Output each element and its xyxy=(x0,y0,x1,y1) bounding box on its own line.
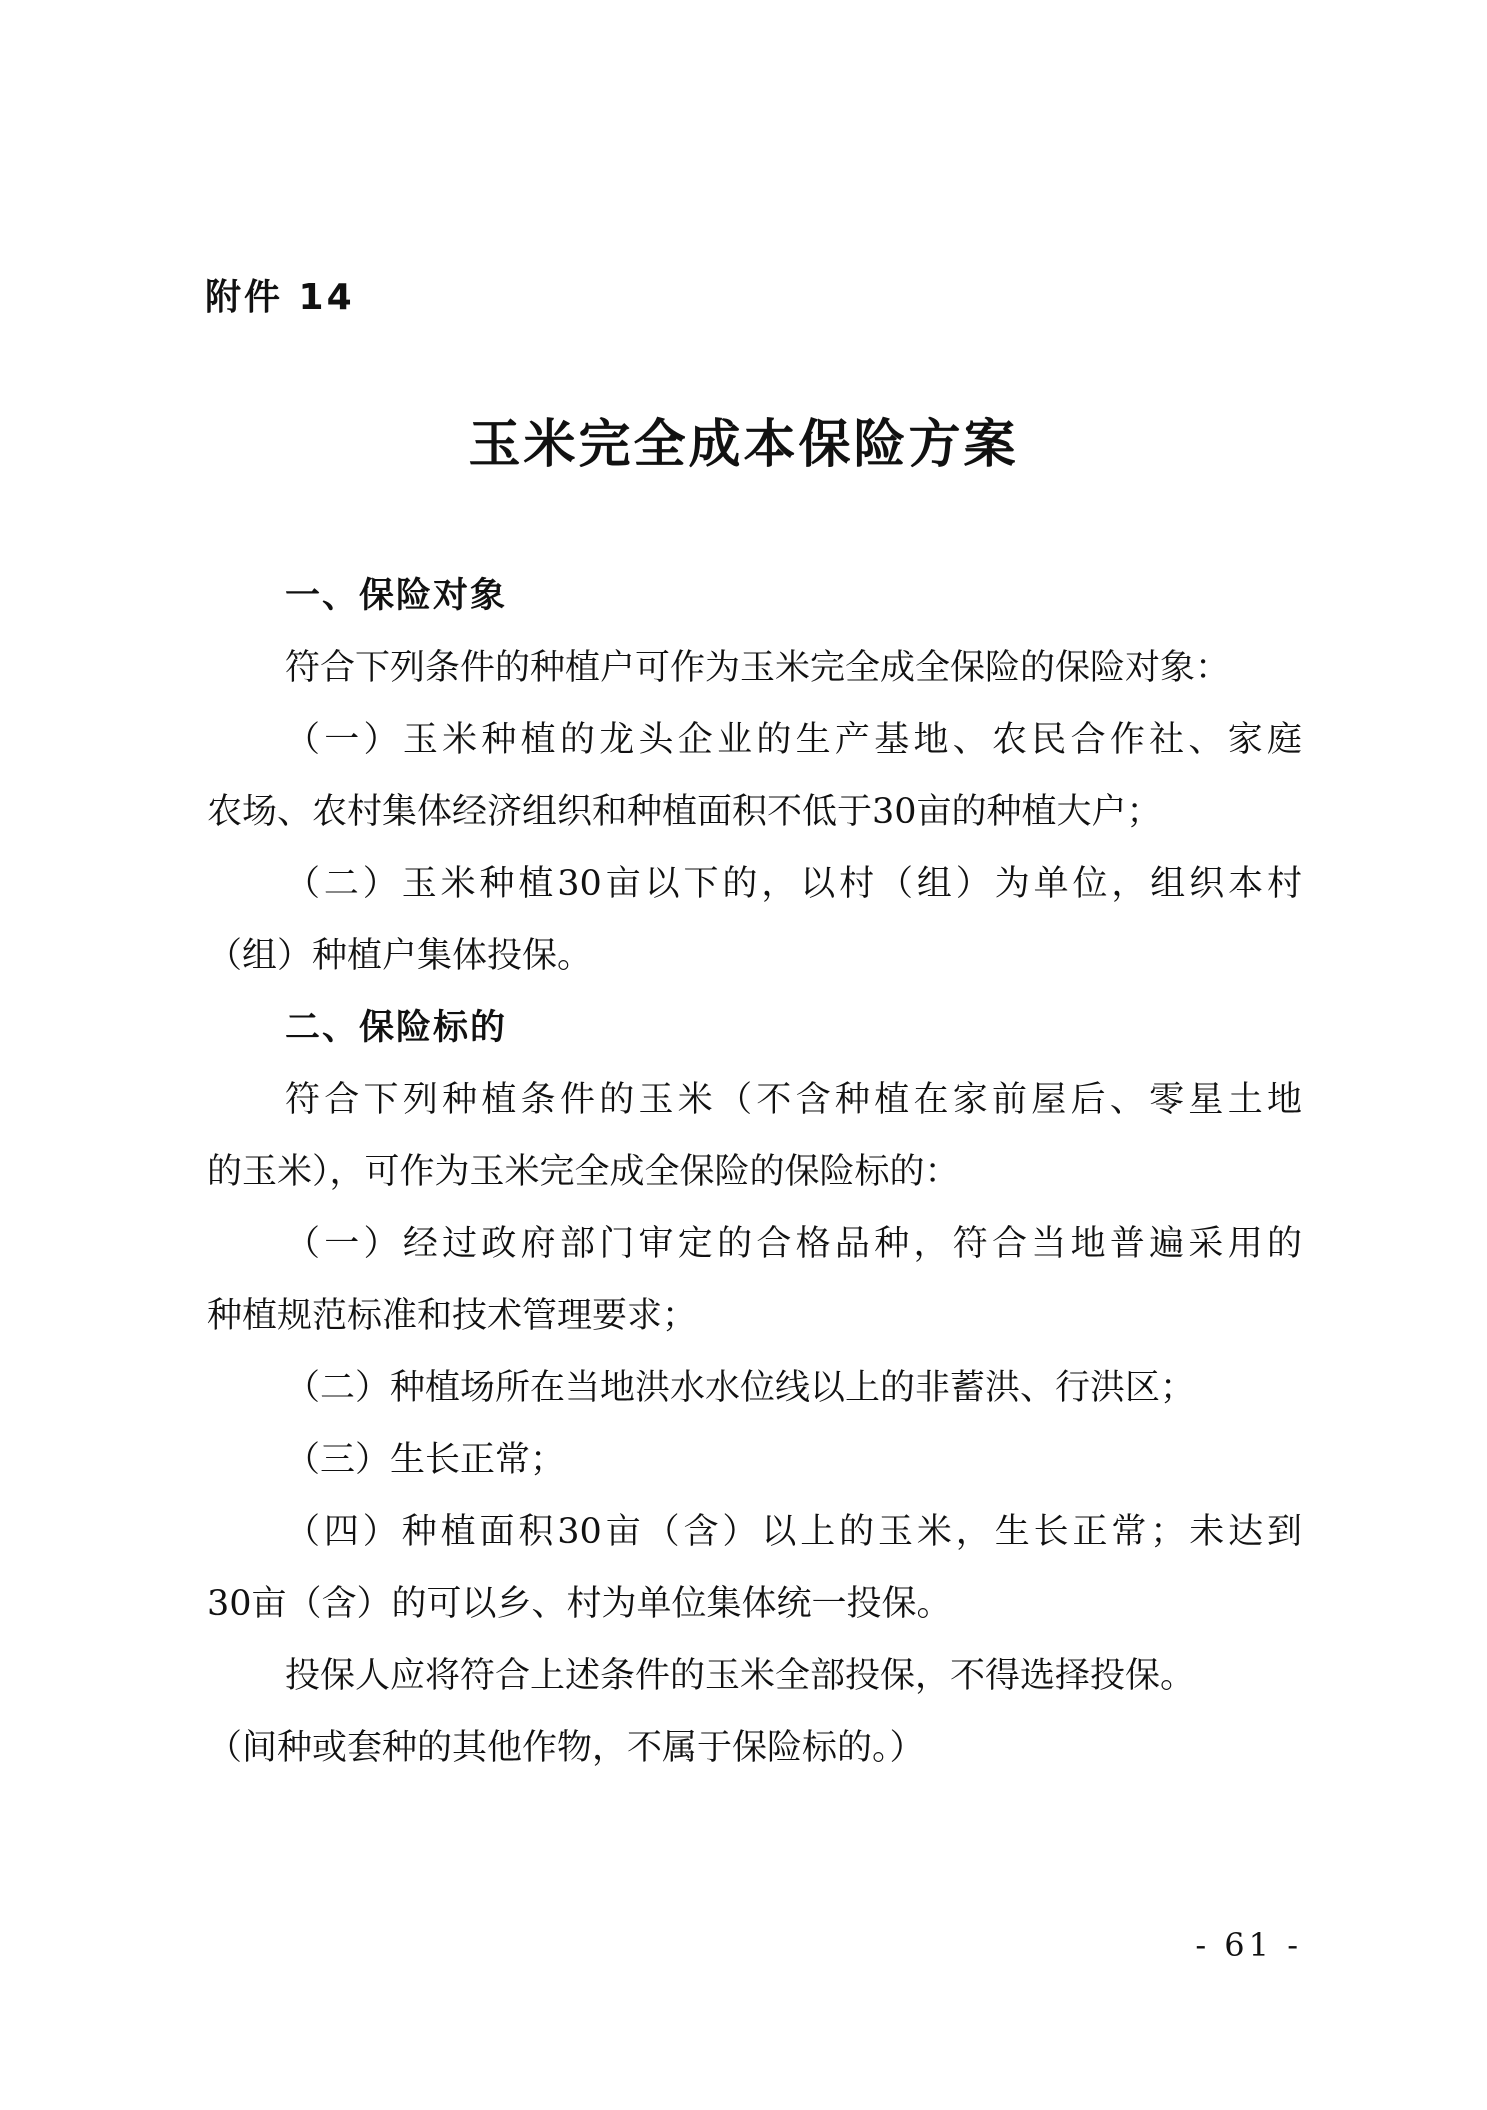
page-number: - 61 - xyxy=(1195,1926,1302,1964)
paragraph-line: 农场、农村集体经济组织和种植面积不低于30亩的种植大户； xyxy=(207,792,1162,832)
paragraph-line: （一）经过政府部门审定的合格品种，符合当地普遍采用的 xyxy=(285,1224,1302,1264)
document-title: 玉米完全成本保险方案 xyxy=(468,414,1019,475)
paragraph-line: 符合下列种植条件的玉米（不含种植在家前屋后、零星土地 xyxy=(285,1080,1302,1120)
paragraph-line: 种植规范标准和技术管理要求； xyxy=(207,1296,698,1336)
paragraph-line: 符合下列条件的种植户可作为玉米完全成全保险的保险对象： xyxy=(285,648,1231,688)
paragraph-line: （组）种植户集体投保。 xyxy=(207,936,593,976)
paragraph-line: （二）玉米种植30亩以下的，以村（组）为单位，组织本村 xyxy=(285,864,1302,904)
paragraph-line: 的玉米），可作为玉米完全成全保险的保险标的： xyxy=(207,1152,960,1192)
document-body xyxy=(207,560,1302,1784)
paragraph-line: （二）种植场所在当地洪水水位线以上的非蓄洪、行洪区； xyxy=(285,1368,1196,1408)
paragraph-line: 投保人应将符合上述条件的玉米全部投保，不得选择投保。 xyxy=(285,1656,1196,1696)
paragraph-line: （三）生长正常； xyxy=(285,1440,566,1480)
attachment-label: 附件 14 xyxy=(205,277,355,318)
paragraph-line: 30亩（含）的可以乡、村为单位集体统一投保。 xyxy=(207,1584,952,1624)
paragraph-line: （间种或套种的其他作物，不属于保险标的。） xyxy=(207,1728,925,1768)
section-heading-insured-object: 二、保险标的 xyxy=(285,1008,508,1048)
section-heading-insured-subjects: 一、保险对象 xyxy=(285,576,508,616)
paragraph-line: （一）玉米种植的龙头企业的生产基地、农民合作社、家庭 xyxy=(285,720,1302,760)
paragraph-line: （四）种植面积30亩（含）以上的玉米，生长正常；未达到 xyxy=(285,1512,1302,1552)
